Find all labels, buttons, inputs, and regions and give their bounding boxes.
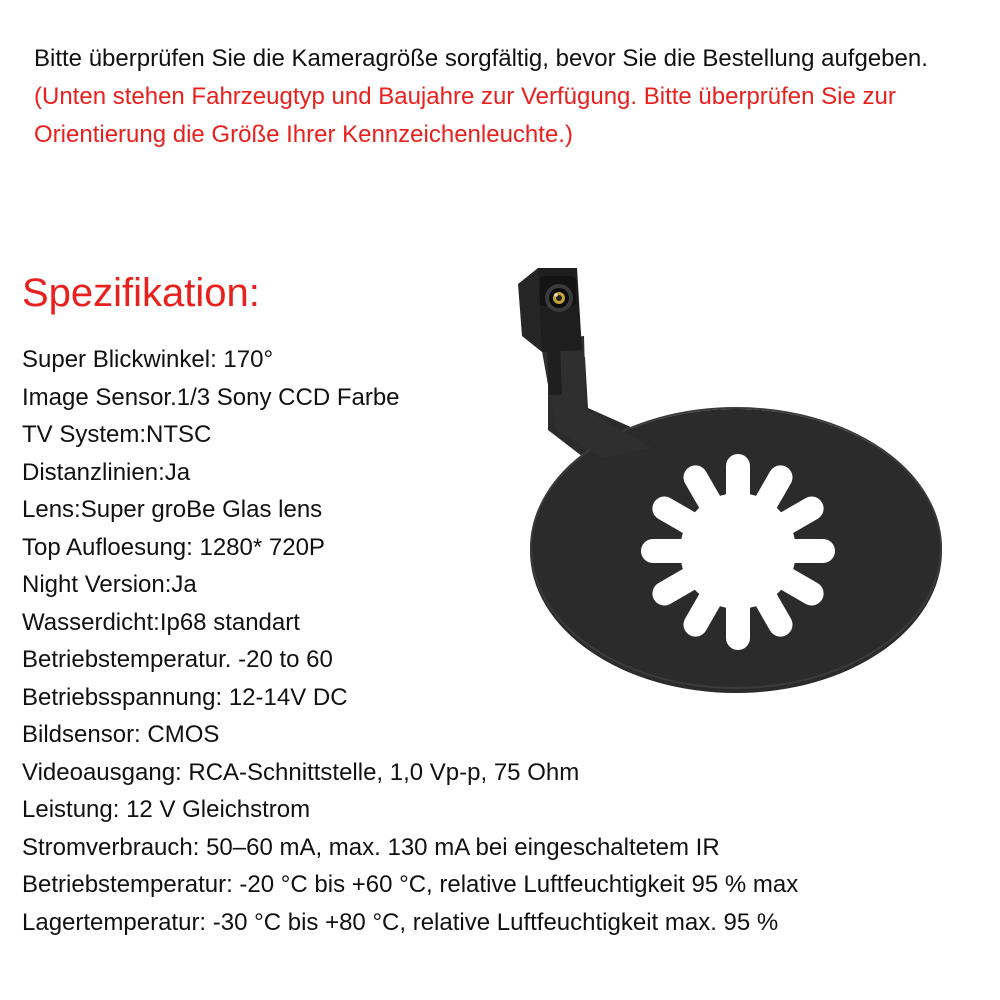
spec-item: Night Version:Ja [22, 571, 197, 598]
spec-item: Distanzlinien:Ja [22, 458, 191, 486]
intro-note: (Unten stehen Fahrzeugtyp und Baujahre zur Verfügung. Bitte überprüfen Sie zur Orientierung die Größe Ihrer Kennzeichenleuchte.) [34, 83, 896, 148]
spec-item: Lagertemperatur: -30 °C bis +80 °C, relative Luftfeuchtigkeit max. 95 % [22, 908, 779, 936]
spec-heading: Spezifikation: [22, 271, 260, 315]
intro-instruction: Bitte überprüfen Sie die Kameragröße sorgfältig, bevor Sie die Bestellung aufgeben. [34, 45, 928, 72]
spec-item: Betriebsspannung: 12-14V DC [22, 683, 348, 711]
spec-item: Lens:Super groBe Glas lens [22, 496, 323, 523]
spec-item: Leistung: 12 V Gleichstrom [22, 796, 311, 823]
spec-item: Image Sensor.1/3 Sony CCD Farbe [22, 383, 400, 411]
spec-item: TV System:NTSC [22, 421, 212, 448]
spec-item: Videoausgang: RCA-Schnittstelle, 1,0 Vp-p, 75 Ohm [22, 758, 580, 786]
camera-bracket-icon [490, 255, 960, 695]
spec-item: Bildsensor: CMOS [22, 721, 220, 748]
spec-item: Wasserdicht:Ip68 standart [22, 608, 300, 636]
intro-notice [34, 40, 974, 154]
spec-item: Betriebstemperatur: -20 °C bis +60 °C, relative Luftfeuchtigkeit 95 % max [22, 871, 799, 898]
spec-item: Top Aufloesung: 1280* 720P [22, 533, 325, 561]
spec-item: Betriebstemperatur. -20 to 60 [22, 646, 333, 673]
spec-item: Stromverbrauch: 50–60 mA, max. 130 mA bei eingeschaltetem IR [22, 833, 720, 861]
spec-item: Super Blickwinkel: 170° [22, 346, 274, 373]
